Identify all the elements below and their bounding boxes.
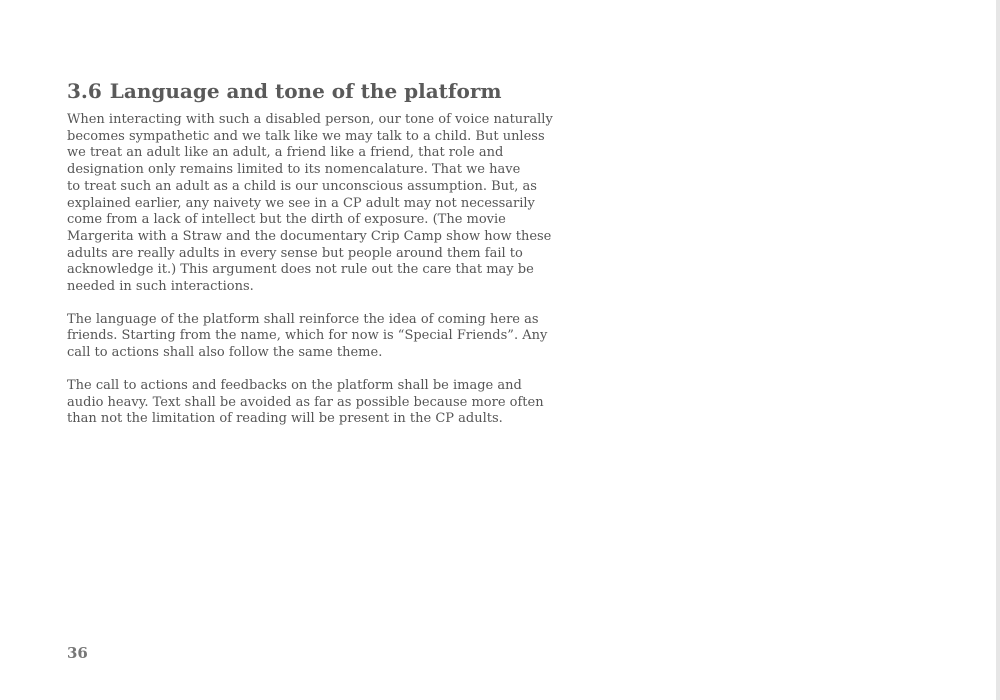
paragraph-line: explained earlier, any naivety we see in a CP adult may not necessarily xyxy=(67,195,535,211)
section-title: Language and tone of the platform xyxy=(109,79,502,103)
paragraph-line: needed in such interactions. xyxy=(67,279,254,295)
main-content xyxy=(67,78,553,444)
paragraph-line: we treat an adult like an adult, a friend like a friend, that role and xyxy=(67,145,504,161)
paragraph-line: come from a lack of intellect but the dirth of exposure. (The movie xyxy=(67,212,506,228)
paragraph-line: acknowledge it.) This argument does not rule out the care that may be xyxy=(67,262,534,278)
paragraph-line: The call to actions and feedbacks on the platform shall be image and xyxy=(67,377,522,393)
paragraph-line: adults are really adults in every sense but people around them fail to xyxy=(67,245,523,261)
page-number: 36 xyxy=(67,644,88,662)
paragraph-line: Margerita with a Straw and the documentary Crip Camp show how these xyxy=(67,228,552,244)
paragraph-line: designation only remains limited to its nomencalature. That we have xyxy=(67,162,521,178)
paragraph-line: than not the limitation of reading will be present in the CP adults. xyxy=(67,411,503,427)
paragraph-line: The language of the platform shall reinforce the idea of coming here as xyxy=(67,311,539,327)
paragraph-line: becomes sympathetic and we talk like we may talk to a child. But unless xyxy=(67,128,545,144)
page-edge-divider xyxy=(996,0,1000,700)
paragraph-line: to treat such an adult as a child is our unconscious assumption. But, as xyxy=(67,178,537,194)
paragraph-line: friends. Starting from the name, which for now is “Special Friends”. Any xyxy=(67,328,548,344)
paragraph-line: audio heavy. Text shall be avoided as far as possible because more often xyxy=(67,394,544,410)
paragraph-line: call to actions shall also follow the same theme. xyxy=(67,345,383,361)
paragraph xyxy=(67,112,553,296)
section-heading xyxy=(67,78,502,104)
paragraph xyxy=(67,377,544,428)
paragraph-line: When interacting with such a disabled person, our tone of voice naturally xyxy=(67,112,553,127)
paragraph xyxy=(67,311,548,362)
section-number: 3.6 xyxy=(67,79,102,103)
